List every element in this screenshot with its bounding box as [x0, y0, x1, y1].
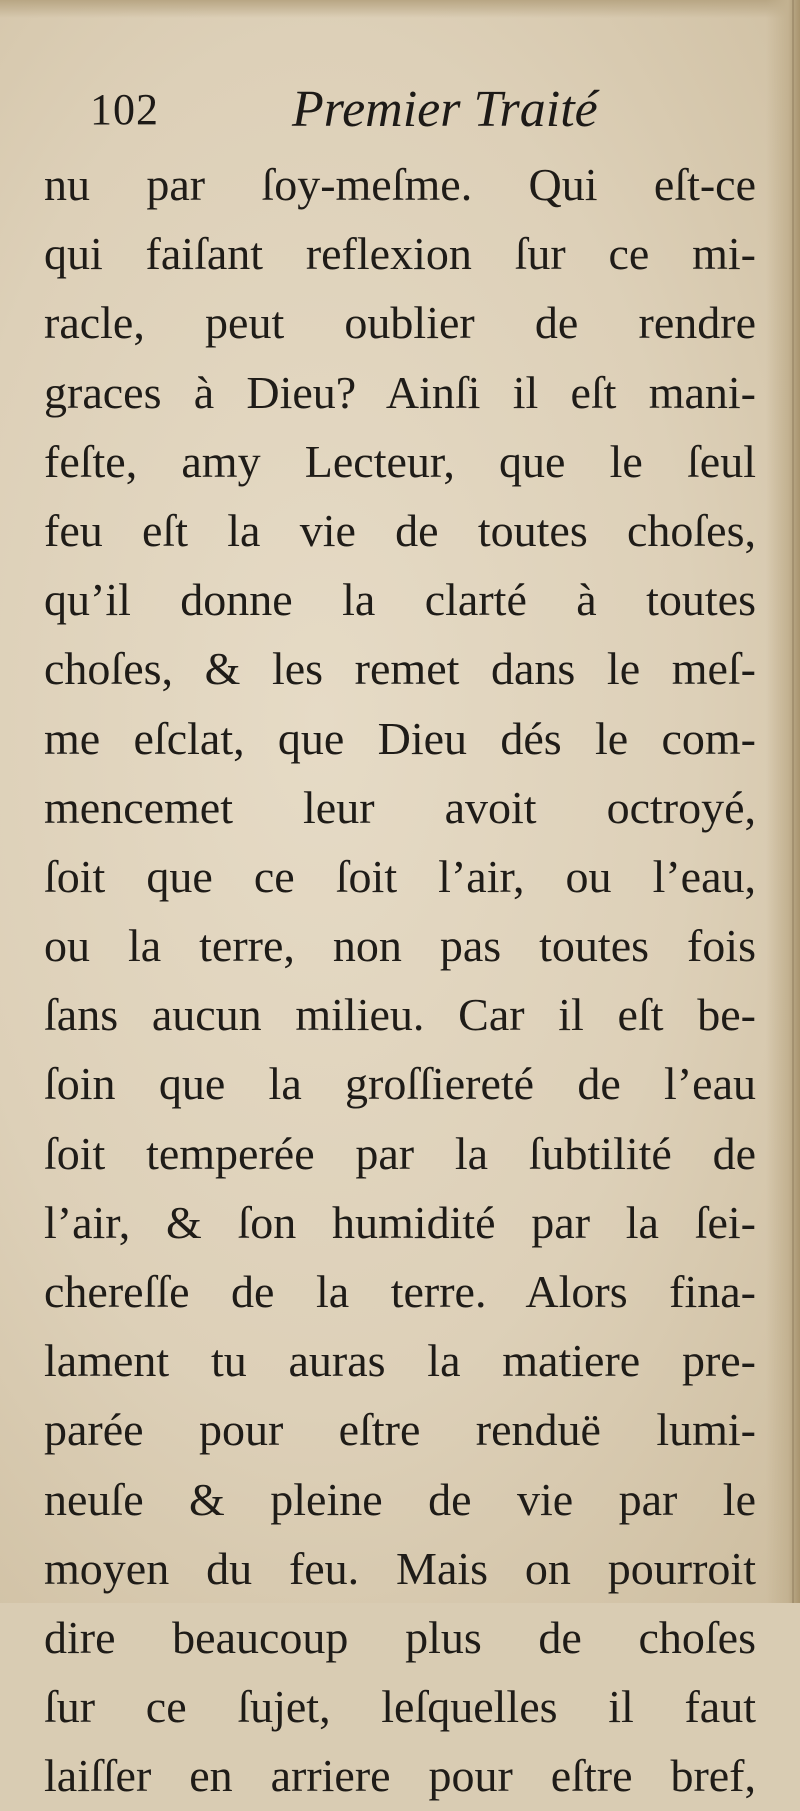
page-top-shadow: [0, 0, 800, 18]
body-text: [44, 150, 756, 1811]
binding-edge: [792, 0, 794, 1603]
text-line: ſoit que ce ſoit l’air, ou l’eau,: [44, 850, 756, 902]
page-header: [82, 78, 642, 148]
text-line: chereſſe de la terre. Alors fina-: [44, 1266, 756, 1317]
text-line: ſoit temperée par la ſubtilité de: [44, 1127, 756, 1179]
page-number: 102: [90, 85, 159, 134]
running-title: Premier Traité: [292, 81, 598, 138]
text-line: ſur ce ſujet, leſquelles il faut: [44, 1681, 756, 1733]
text-line: ſans aucun milieu. Car il eſt be-: [44, 989, 756, 1041]
text-line: neuſe & pleine de vie par le: [44, 1473, 756, 1525]
text-line: qu’il donne la clarté à toutes: [44, 574, 756, 626]
text-line: feſte, amy Lecteur, que le ſeul: [44, 435, 756, 487]
text-line: feu eſt la vie de toutes choſes,: [44, 504, 756, 556]
text-line: ſoin que la groſſiereté de l’eau: [44, 1058, 756, 1110]
text-line: nu par ſoy-meſme. Qui eſt-ce: [44, 159, 756, 210]
text-line: dire beaucoup plus de choſes: [44, 1611, 756, 1663]
text-line: me eſclat, que Dieu dés le com-: [44, 712, 756, 764]
text-line: ou la terre, non pas toutes fois: [44, 920, 756, 972]
text-line: choſes, & les remet dans le meſ-: [44, 643, 756, 695]
text-line: racle, peut oublier de rendre: [44, 297, 756, 349]
text-line: l’air, & ſon humidité par la ſei-: [44, 1196, 756, 1248]
text-line: laiſſer en arriere pour eſtre bref,: [44, 1750, 756, 1802]
text-line: qui faiſant reflexion ſur ce mi-: [44, 228, 756, 280]
page-gutter-shadow: [766, 0, 800, 1603]
text-line: moyen du feu. Mais on pourroit: [44, 1542, 756, 1594]
text-line: lament tu auras la matiere pre-: [44, 1335, 756, 1387]
text-line: parée pour eſtre renduë lumi-: [44, 1404, 756, 1456]
text-line: graces à Dieu? Ainſi il eſt mani-: [44, 366, 756, 418]
text-line: mencemet leur avoit octroyé,: [44, 781, 756, 833]
